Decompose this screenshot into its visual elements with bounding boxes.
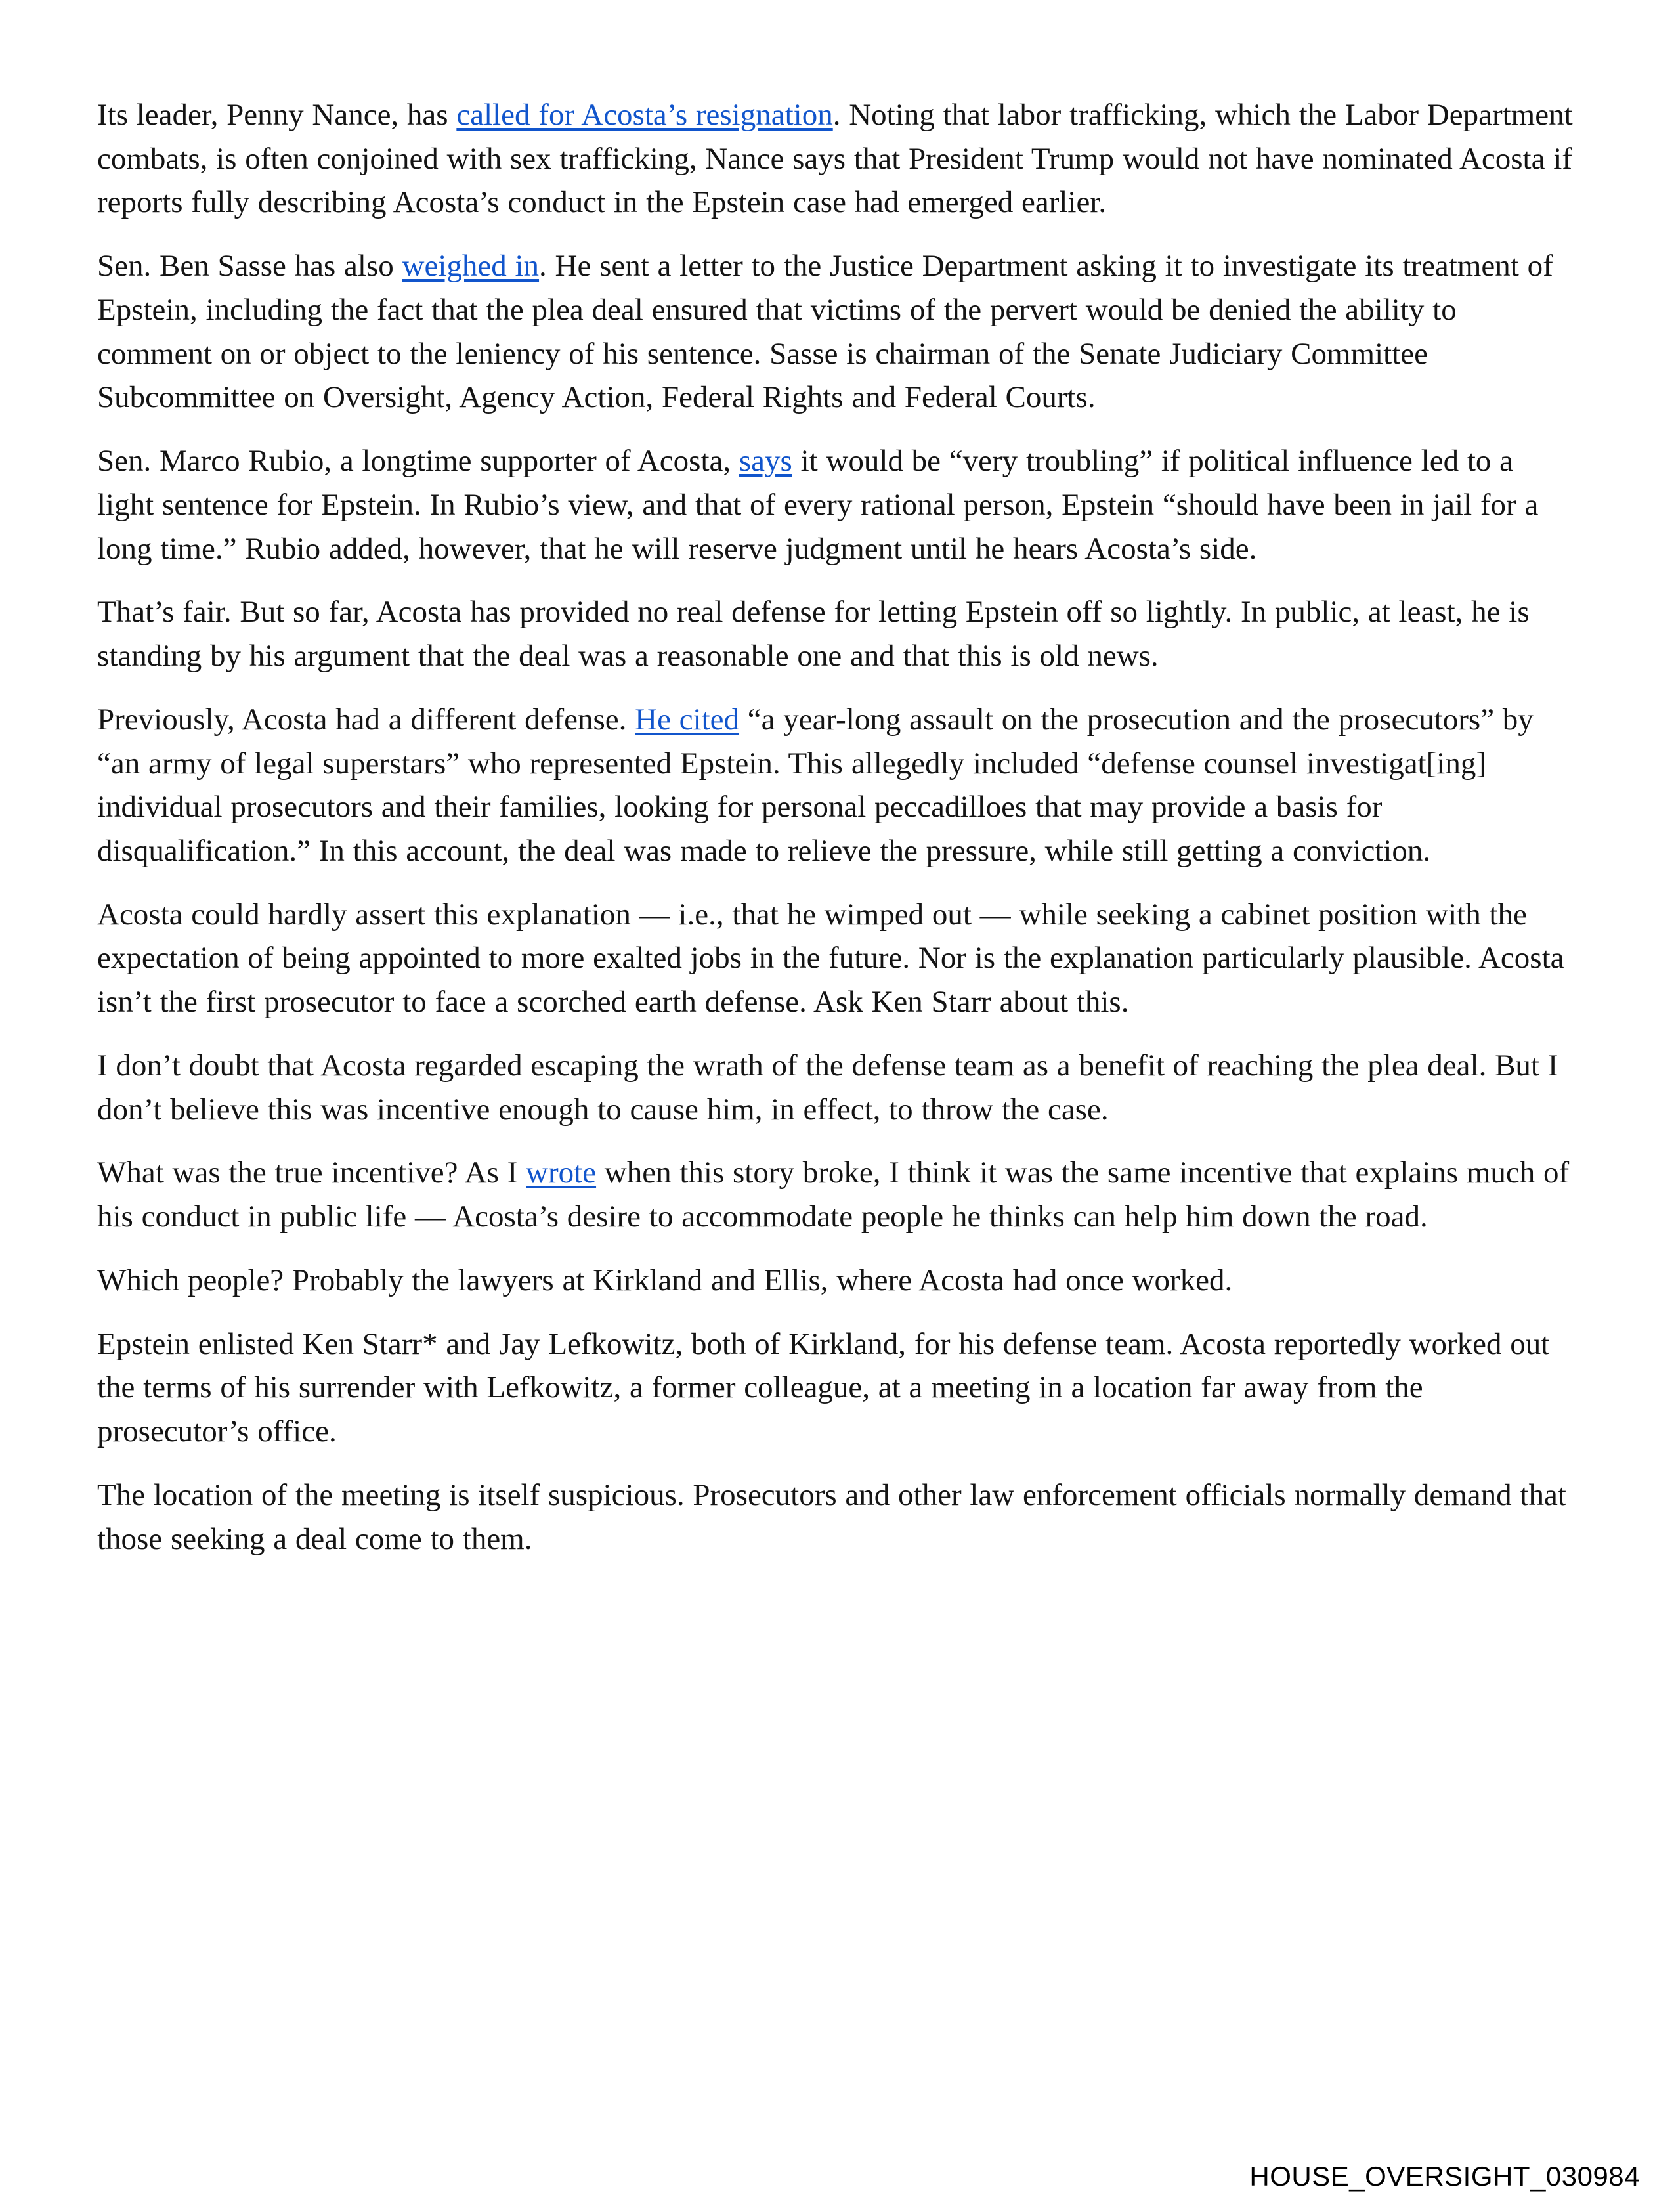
paragraph — [97, 698, 1577, 873]
paragraph — [97, 893, 1577, 1024]
text-run: Which people? Probably the lawyers at Kirkland and Ellis, where Acosta had once worked. — [97, 1263, 1233, 1297]
text-run: Previously, Acosta had a different defense. — [97, 702, 635, 737]
text-run: . He sent a letter to the Justice Department asking it to investigate its treatment of Epstein, including the fact that the plea deal ensured that victims of the pervert would be denied the ability to comment on or object to the leniency of his sentence. Sasse is chairman of the Senate Judiciary Committee Subcommittee on Oversight, Agency Action, Federal Rights and Federal Courts. — [97, 249, 1553, 415]
text-run: The location of the meeting is itself suspicious. Prosecutors and other law enforcement officials normally demand that those seeking a deal come to them. — [97, 1477, 1566, 1556]
paragraph — [97, 1322, 1577, 1454]
bates-number: HOUSE_OVERSIGHT_030984 — [1249, 2161, 1640, 2192]
paragraph — [97, 590, 1577, 678]
text-run: . Noting that labor trafficking, which the Labor Department combats, is often conjoined with sex trafficking, Nance says that President Trump would not have nominated Acosta if reports fully describing Acosta’s conduct in the Epstein case had emerged earlier. — [97, 98, 1573, 220]
text-run: Its leader, Penny Nance, has — [97, 98, 457, 132]
text-run: I don’t doubt that Acosta regarded escaping the wrath of the defense team as a benefit of reaching the plea deal. But I don’t believe this was incentive enough to cause him, in effect, to throw the case. — [97, 1048, 1558, 1127]
text-run: Epstein enlisted Ken Starr* and Jay Lefkowitz, both of Kirkland, for his defense team. Acosta reportedly worked out the terms of his surrender with Lefkowitz, a former colleague, at a meeting in a location far away from the prosecutor’s office. — [97, 1326, 1550, 1449]
paragraph — [97, 439, 1577, 571]
paragraph — [97, 1259, 1577, 1303]
inline-link[interactable]: He cited — [635, 702, 740, 737]
inline-link[interactable]: called for Acosta’s resignation — [456, 98, 833, 132]
inline-link[interactable]: says — [739, 444, 792, 479]
text-run: What was the true incentive? As I — [97, 1156, 526, 1190]
paragraph — [97, 1473, 1577, 1561]
text-run: Acosta could hardly assert this explanation — i.e., that he wimped out — while seeking a cabinet position with the expectation of being appointed to more exalted jobs in the future. Nor is the explanation particularly plausible. Acosta isn’t the first prosecutor to face a scorched earth defense. Ask Ken Starr about this. — [97, 897, 1564, 1020]
paragraph — [97, 244, 1577, 420]
paragraph — [97, 1151, 1577, 1238]
paragraph — [97, 93, 1577, 225]
text-run: Sen. Marco Rubio, a longtime supporter of Acosta, — [97, 444, 739, 479]
inline-link[interactable]: weighed in — [402, 249, 540, 284]
paragraph — [97, 1044, 1577, 1131]
text-run: it would be “very troubling” if political influence led to a light sentence for Epstein. In Rubio’s view, and that of every rational person, Epstein “should have been in jail for a long time.” Rubio added, however, that he will reserve judgment until he hears Acosta’s side. — [97, 444, 1539, 566]
inline-link[interactable]: wrote — [526, 1156, 597, 1190]
text-run: “a year-long assault on the prosecution and the prosecutors” by “an army of legal superstars” who represented Epstein. This allegedly included “defense counsel investigat[ing] individual prosecutors and their families, looking for personal peccadilloes that may provide a basis for disqualification.” In this account, the deal was made to relieve the pressure, while still getting a conviction. — [97, 702, 1534, 869]
article-body — [97, 93, 1577, 1580]
text-run: when this story broke, I think it was the same incentive that explains much of his conduct in public life — Acosta’s desire to accommodate people he thinks can help him down the road. — [97, 1156, 1570, 1234]
text-run: Sen. Ben Sasse has also — [97, 249, 402, 284]
text-run: That’s fair. But so far, Acosta has provided no real defense for letting Epstein off so lightly. In public, at least, he is standing by his argument that the deal was a reasonable one and that this is old news. — [97, 595, 1530, 674]
